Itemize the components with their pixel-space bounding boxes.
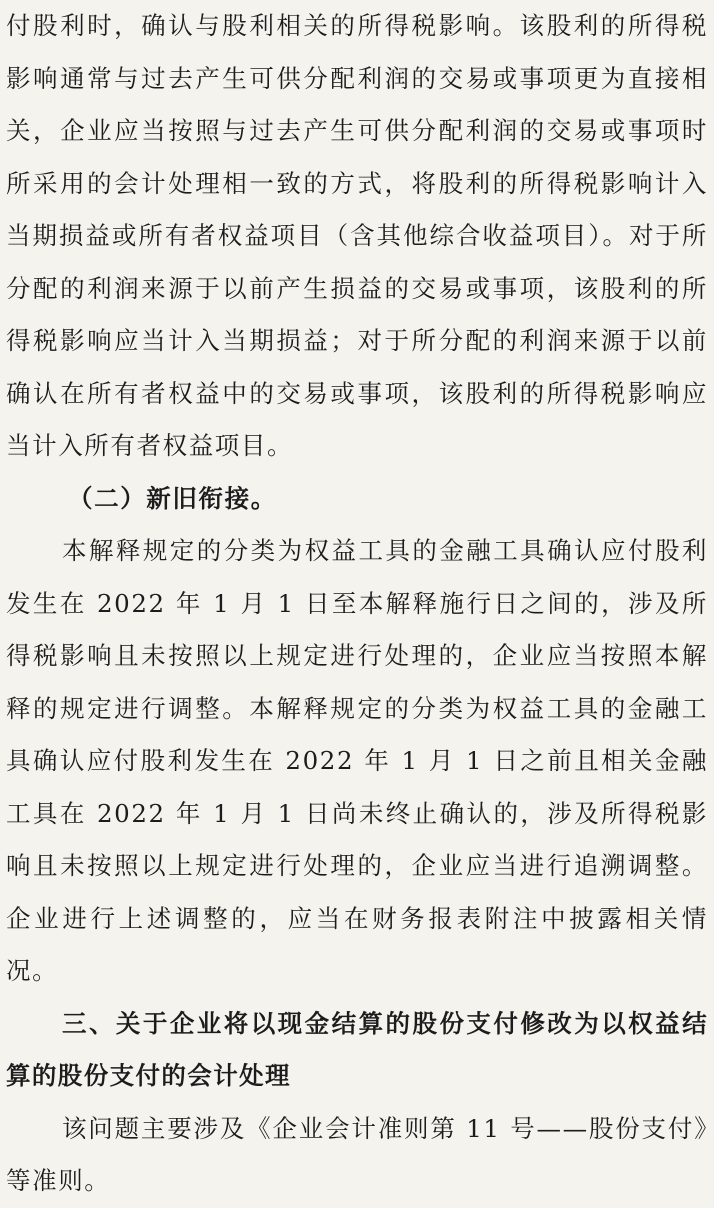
section-heading-share-payment: 三、关于企业将以现金结算的股份支付修改为以权益结算的股份支付的会计处理 <box>6 1008 708 1090</box>
paragraph-share-payment-standard: 该问题主要涉及《企业会计准则第 11 号——股份支付》等准则。 <box>6 1113 708 1195</box>
paragraph-dividend-tax-impact: 付股利时，确认与股利相关的所得税影响。该股利的所得税影响通常与过去产生可供分配利润的交易或事项更为直接相关，企业应当按照与过去产生可供分配利润的交易或事项时所采用的会计处理相一致的方式，将股利的所得税影响计入当期损益或所有者权益项目（含其他综合收益项目）。对于所分配的利润来源于以前产生损益的交易或事项，该股利的所得税影响应当计入当期损益；对于所分配的利润来源于以前确认在所有者权益中的交易或事项，该股利的所得税影响应当计入所有者权益项目。 <box>6 11 708 460</box>
subheading-transition: （二）新旧衔接。 <box>68 483 277 513</box>
paragraph-transition-rules: 本解释规定的分类为权益工具的金融工具确认应付股利发生在 2022 年 1 月 1 日至本解释施行日之间的，涉及所得税影响且未按照以上规定进行处理的，企业应当按照本解释的规定进行调整。本解释规定的分类为权益工具的金融工具确认应付股利发生在 2022 年 1 月 1 日之前且相关金融工具在 2022 年 1 月 1 日尚未终止确认的，涉及所得税影响且未按照以上规定进行处理的，企业应当进行追溯调整。企业进行上述调整的，应当在财务报表附注中披露相关情况。 <box>6 536 708 985</box>
